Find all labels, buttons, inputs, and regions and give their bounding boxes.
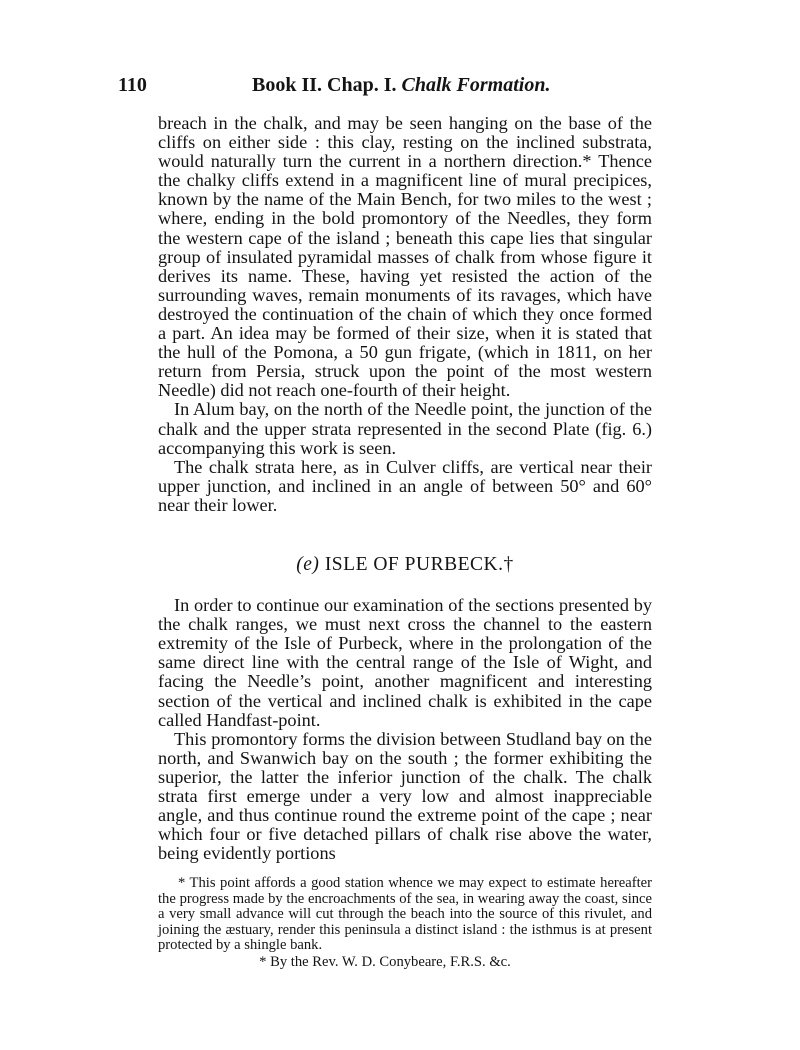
section-title: ISLE OF PURBECK.† <box>324 553 514 575</box>
page-number: 110 <box>118 74 147 96</box>
running-head <box>118 70 652 100</box>
paragraph-promontory: This promontory forms the division between Studland bay on the north, and Swanwich bay on the south ; the former exhibiting the superior, the latter the inferior junction of the chalk. The chalk strata first emerge under a very low and almost inappreciable angle, and thus continue round the extreme point of the cape ; near which four or five detached pillars of chalk rise above the water, being evidently portions <box>158 728 652 864</box>
chapter-title: Chalk Formation. <box>401 74 551 96</box>
book-page <box>118 70 652 971</box>
section-heading <box>158 555 652 574</box>
book-chapter: Book II. Chap. I. <box>252 74 397 96</box>
paragraph-continuation: breach in the chalk, and may be seen hanging on the base of the cliffs on either side : this clay, resting on the inclined substrata, would naturally turn the current in a northern direction.* Thence the chalky cliffs extend in a magnificent line of mural precipices, known by the name of the Main Bench, for two miles to the west ; where, ending in the bold promontory of the Needles, they form the western cape of the island ; beneath this cape lies that singular group of insulated pyramidal masses of chalk from whose figure it derives its name. These, having yet resisted the action of the surrounding waves, remain monuments of its ravages, which have destroyed the continuation of the chain of which they once formed a part. An idea may be formed of their size, when it is stated that the hull of the Pomona, a 50 gun frigate, (which in 1811, on her return from Persia, struck upon the point of the most western Needle) did not reach one-fourth of their height. <box>158 113 652 401</box>
body-text <box>158 114 652 863</box>
footnote-station: * This point affords a good station whence we may expect to estimate hereafter the progress made by the encroachments of the sea, in wearing away the coast, since a very small advance will cut through the beach into the source of this rivulet, and joining the æstuary, render this peninsula a distinct island : the isthmus is at present protected by a shingle bank. <box>158 875 652 953</box>
paragraph-chalk-strata: The chalk strata here, as in Culver cliffs, are vertical near their upper junction, and inclined in an angle of between 50° and 60° near their lower. <box>158 456 652 515</box>
paragraph-purbeck-intro: In order to continue our examination of the sections presented by the chalk ranges, we must next cross the channel to the eastern extremity of the Isle of Purbeck, where in the prolongation of the same direct line with the central range of the Isle of Wight, and facing the Needle’s point, another magnificent and interesting section of the vertical and inclined chalk is exhibited in the cape called Handfast-point. <box>158 595 652 730</box>
section-letter: (e) <box>296 553 320 575</box>
footnote-author: * By the Rev. W. D. Conybeare, F.R.S. &c. <box>259 954 511 971</box>
footnotes <box>158 876 652 970</box>
header-title <box>252 70 550 100</box>
paragraph-alum-bay: In Alum bay, on the north of the Needle point, the junction of the chalk and the upper strata represented in the second Plate (fig. 6.) accompanying this work is seen. <box>158 399 652 458</box>
